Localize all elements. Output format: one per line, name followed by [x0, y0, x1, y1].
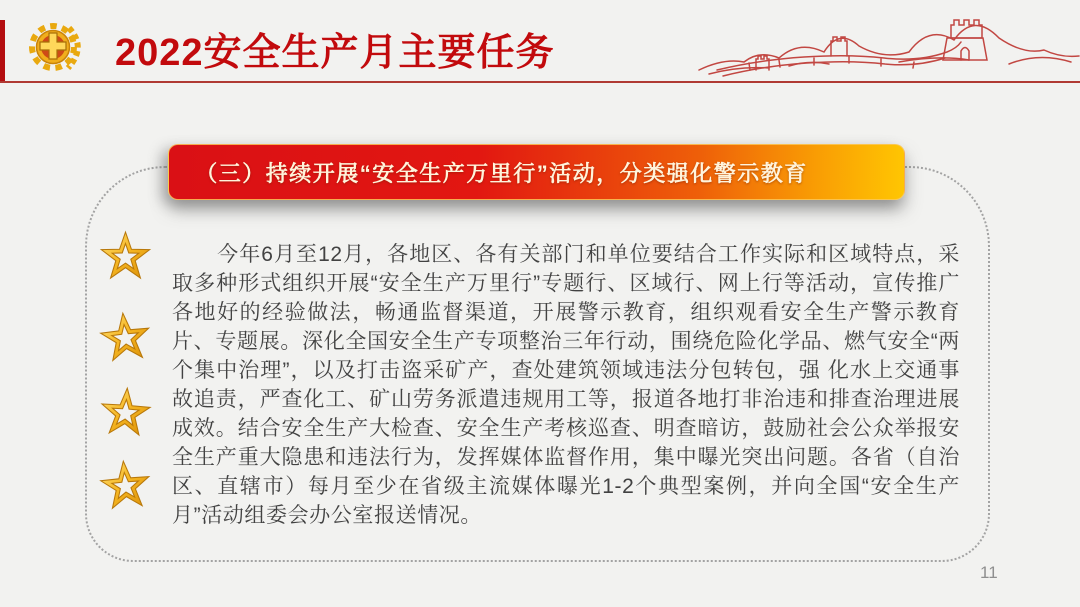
gold-star-icon [96, 308, 154, 368]
gold-star-icon [97, 457, 155, 516]
safety-production-emblem-icon [26, 15, 84, 77]
great-wall-line-art-icon [698, 0, 1080, 82]
header-divider [0, 81, 1080, 83]
slide-title: 2022安全生产月主要任务 [115, 32, 555, 74]
gold-star-icon [99, 230, 152, 285]
body-paragraph: 今年6月至12月，各地区、各有关部门和单位要结合工作实际和区域特点，采取多种形式组织开展“安全生产万里行”专题行、区域行、网上行等活动，宣传推广各地好的经验做法，畅通监督渠道，开展警示教育，组织观看安全生产警示教育片、专题展。深化全国安全生产专项整治三年行动，围绕危险化学品、燃气安全“两个集中治理”，以及打击盗采矿产，查处建筑领域违法分包转包，强 化水上交通事故追责，严查化工、矿山劳务派遣违规用工等，报道各地打非治违和排查治理进展成效。结合安全生产大检查、安全生产考核巡查、明查暗访，鼓励社会公众举报安全生产重大隐患和违法行为，发挥媒体监督作用，集中曝光突出问题。各省（自治区、直辖市）每月至少在省级主流媒体曝光1-2个典型案例，并向全国“安全生产月”活动组委会办公室报送情况。 [172, 243, 960, 527]
gold-star-icon [97, 384, 154, 443]
left-accent-bar [0, 20, 5, 82]
section-banner [168, 144, 905, 200]
section-banner-text: （三）持续开展“安全生产万里行”活动，分类强化警示教育 [195, 160, 808, 186]
page-number: 11 [980, 563, 998, 582]
